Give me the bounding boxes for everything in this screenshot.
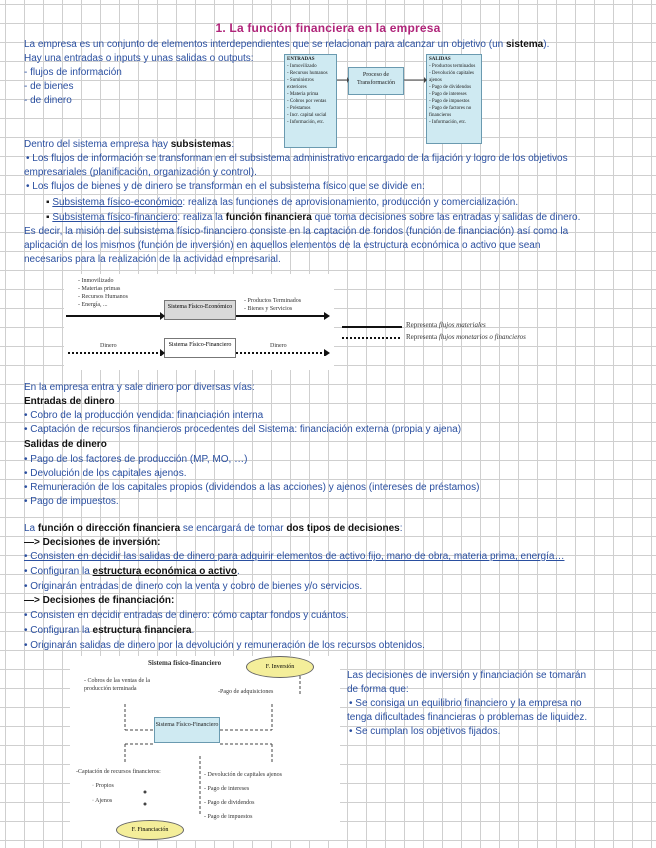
side-line-1: Las decisiones de inversión y financiación se tomarán bbox=[347, 670, 587, 681]
legend-material-italic: flujos materiales bbox=[438, 321, 486, 329]
salida-item: - Pago de dividendos bbox=[429, 85, 472, 90]
entrada-2: • Captación de recursos financieros procedentes del Sistema: financiación externa (propia y ajena) bbox=[24, 424, 462, 435]
salidas-title: SALIDAS bbox=[429, 57, 451, 62]
subsystems-line-6 bbox=[46, 211, 580, 225]
salida-3: • Remuneración de los capitales propios (dividendos a las acciones) y ajenos (intereses de préstamos) bbox=[24, 482, 480, 493]
fig3-right-list bbox=[204, 768, 282, 824]
fig2-output-item: - Bienes y Servicios bbox=[244, 306, 293, 312]
fig3-ajenos: · Ajenos bbox=[92, 798, 113, 804]
dinero-out-label: Dinero bbox=[270, 343, 287, 349]
subsistema-financiero: Subsistema físico-financiero bbox=[52, 212, 178, 223]
entrada-1: • Cobro de la producción vendida: financiación interna bbox=[24, 410, 264, 421]
subsistema-economico-desc: : realiza las funciones de aprovisionamiento, producción y comercialización. bbox=[182, 197, 519, 208]
subsistema-financiero-desc-end: que toma decisiones sobre las entradas y salidas de dinero. bbox=[311, 212, 581, 223]
subsystems-line-7: Es decir, la misión del subsistema físico-financiero consiste en la captación de fondos (función de financiación) así como la bbox=[24, 226, 569, 237]
entrada-item: - Incr. capital social bbox=[287, 113, 327, 118]
fig2-input-item: - Inmovilizado bbox=[78, 278, 114, 284]
entrada-item: - Materia prima bbox=[287, 92, 319, 97]
inversion-3: • Originarán entradas de dinero con la venta y cobro de bienes y/o servicios. bbox=[24, 581, 363, 592]
fig3-right-item: - Pago de impuestos bbox=[204, 814, 253, 820]
subsystems-line-3: empresariales (planificación, organización y control). bbox=[24, 167, 257, 178]
money-intro: En la empresa entra y sale dinero por diversas vías: bbox=[24, 382, 255, 393]
financiacion-3: • Originarán salidas de dinero por la devolución y remuneración de los recursos obtenidos. bbox=[24, 640, 425, 651]
entrada-item: - Préstamos bbox=[287, 106, 311, 111]
entrada-item: - Recursos humanos bbox=[287, 71, 328, 76]
side-line-4: tenga dificultades financieras o problemas de liquidez. bbox=[347, 712, 588, 723]
fig3-right-item: - Devolución de capitales ajenos bbox=[204, 772, 282, 778]
fig2-inputs bbox=[78, 277, 128, 309]
entrada-item: - Información, etc. bbox=[287, 120, 325, 125]
salida-item: - Productos terminados bbox=[429, 64, 476, 69]
fig2-output-item: - Productos Terminados bbox=[244, 298, 302, 304]
inversion-heading: —> Decisiones de inversión: bbox=[24, 537, 161, 548]
inversion-2-text: • Configuran la bbox=[24, 566, 93, 577]
legend-material-text: Representa bbox=[406, 321, 439, 329]
legend-lines bbox=[340, 322, 404, 342]
dinero-in-label: Dinero bbox=[100, 343, 117, 349]
fig2-input-item: - Energía, ... bbox=[78, 302, 108, 308]
fig3-right-item: - Pago de intereses bbox=[204, 786, 250, 792]
fig3-cobros-line: producción terminada bbox=[84, 686, 137, 692]
fig3-cobros-line: - Cobros de las ventas de la bbox=[84, 678, 150, 684]
decisions-text: La bbox=[24, 523, 38, 534]
subsistemas-term: subsistemas bbox=[170, 139, 232, 150]
subsystems-line-2: • Los flujos de información se transforman en el subsistema administrativo encargado de la fijación y logro de los objetivos bbox=[26, 153, 568, 164]
fig2-input-item: - Materias primas bbox=[78, 286, 121, 292]
salidas-heading: Salidas de dinero bbox=[24, 439, 107, 450]
subsistema-economico: Subsistema físico-económico bbox=[52, 197, 183, 208]
fig3-sistema-box: Sistema Físico-Financiero bbox=[154, 717, 220, 743]
estructura-financiera-term: estructura financiera bbox=[92, 625, 192, 636]
financiacion-heading: —> Decisiones de financiación: bbox=[24, 595, 175, 606]
subsistema-financiero-desc: : realiza la bbox=[177, 212, 226, 223]
side-line-3: • Se consiga un equilibrio financiero y la empresa no bbox=[349, 698, 582, 709]
inversion-1: • Consisten en decidir las salidas de dinero para adquirir elementos de activo fijo, mano de obra, materia prima, energía… bbox=[24, 551, 565, 562]
salida-item: - Devolución capitales ajenos bbox=[429, 71, 474, 83]
intro-line-3: - flujos de información bbox=[24, 67, 122, 78]
salida-item: - Pago de impuestos bbox=[429, 99, 470, 104]
salida-1: • Pago de los factores de producción (MP, MO, …) bbox=[24, 454, 248, 465]
fig3-right-item: - Pago de dividendos bbox=[204, 800, 255, 806]
legend-money-italic: flujos monetarios o financieros bbox=[438, 333, 526, 341]
intro-line-4: - de bienes bbox=[24, 81, 74, 92]
subsystems-line-4: • Los flujos de bienes y de dinero se transforman en el subsistema físico que se divide en: bbox=[26, 181, 425, 192]
entradas-heading: Entradas de dinero bbox=[24, 396, 115, 407]
subsystems-line-8: aplicación de los mismos (función de inversión) en aquellos elementos de la estructura económica o activo que sean bbox=[24, 240, 541, 251]
intro-line-2: Hay una entradas o inputs y unas salidas o outputs: bbox=[24, 53, 254, 64]
fig3-title: Sistema físico-financiero bbox=[148, 659, 222, 667]
sistema-financiero-box: Sistema Físico-Financiero bbox=[164, 338, 236, 358]
estructura-economica-term: estructura económica o activo bbox=[92, 566, 238, 577]
legend-money-text: Representa bbox=[406, 333, 439, 341]
subsystems-line-5 bbox=[46, 196, 518, 210]
entrada-item: - Inmovilizado bbox=[287, 64, 317, 69]
financiacion-cloud: F. Financiación bbox=[116, 820, 184, 840]
fig2-arrows bbox=[64, 306, 384, 356]
sistema-economico-box: Sistema Físico-Económico bbox=[164, 300, 236, 320]
direccion-financiera-term: función o dirección financiera bbox=[37, 523, 181, 534]
legend-money bbox=[406, 333, 526, 341]
decisions-colon: : bbox=[399, 523, 403, 534]
decisions-intro bbox=[24, 522, 402, 536]
entradas-box bbox=[284, 54, 337, 148]
salida-2: • Devolución de los capitales ajenos. bbox=[24, 468, 187, 479]
salidas-box bbox=[426, 54, 482, 144]
legend-material bbox=[406, 321, 486, 329]
side-line-5: • Se cumplan los objetivos fijados. bbox=[349, 726, 501, 737]
fig3-pago-adquisiciones: -Pago de adquisiciones bbox=[218, 689, 274, 695]
salida-item: - Pago de factores no financieros bbox=[429, 106, 472, 118]
bullet-icon: ▪ bbox=[46, 212, 50, 223]
subsystems-text: Dentro del sistema empresa hay bbox=[24, 139, 171, 150]
salida-item: - Pago de intereses bbox=[429, 92, 467, 97]
fig1-arrows bbox=[336, 70, 428, 90]
intro-end: ). bbox=[543, 39, 550, 50]
financiacion-2 bbox=[24, 624, 194, 638]
subsystems-colon: : bbox=[231, 139, 235, 150]
inversion-cloud: F. Inversión bbox=[246, 656, 314, 678]
intro-text: La empresa es un conjunto de elementos interdependientes que se relacionan para alcanzar un objetivo (un bbox=[24, 39, 506, 50]
salida-4: • Pago de impuestos. bbox=[24, 496, 119, 507]
subsystems-line-9: necesarios para la realización de la actividad empresarial. bbox=[24, 254, 281, 265]
fig2-input-item: - Recursos Humanos bbox=[78, 294, 128, 300]
entradas-title: ENTRADAS bbox=[287, 57, 315, 62]
sistema-term: sistema bbox=[506, 39, 544, 50]
proceso-box: Proceso de Transformación bbox=[348, 67, 404, 95]
decisions-text-mid: se encargará de tomar bbox=[180, 523, 287, 534]
intro-line-1 bbox=[24, 38, 549, 52]
entrada-item: - Cobros por ventas bbox=[287, 99, 327, 104]
side-line-2: de forma que: bbox=[347, 684, 409, 695]
inversion-2-end: . bbox=[237, 566, 240, 577]
bullet-icon: ▪ bbox=[46, 197, 50, 208]
salida-item: - Información, etc. bbox=[429, 120, 467, 125]
financiacion-2-end: . bbox=[191, 625, 195, 636]
subsystems-line-1 bbox=[24, 138, 234, 152]
inversion-2 bbox=[24, 565, 240, 579]
fig3-captacion: -Captación de recursos financieros: bbox=[76, 769, 161, 775]
financiacion-1: • Consisten en decidir entradas de dinero: cómo captar fondos y cuántos. bbox=[24, 610, 349, 621]
intro-line-5: - de dinero bbox=[24, 95, 72, 106]
dos-tipos-term: dos tipos de decisiones bbox=[286, 523, 400, 534]
financiacion-2-text: • Configuran la bbox=[24, 625, 93, 636]
page-title: 1. La función financiera en la empresa bbox=[215, 21, 441, 35]
fig3-propios: · Propios bbox=[92, 783, 114, 789]
funcion-financiera-term: función financiera bbox=[225, 212, 312, 223]
entrada-item: - Suministros exteriores bbox=[287, 78, 314, 90]
